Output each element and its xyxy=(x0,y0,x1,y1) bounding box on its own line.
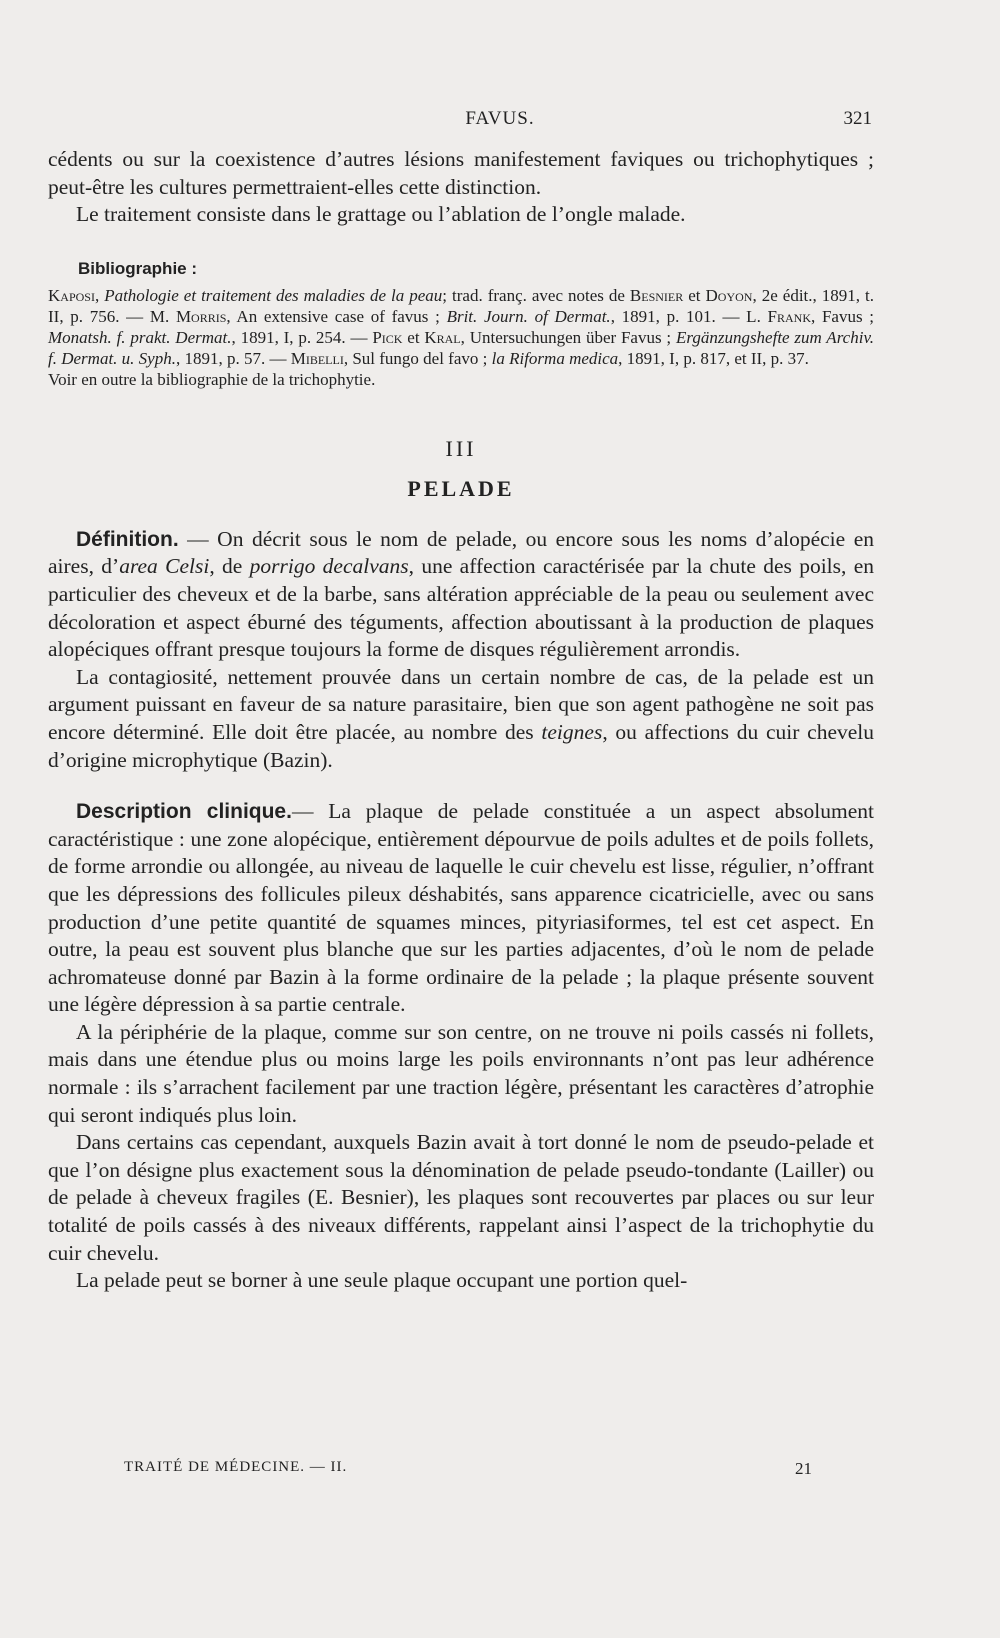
running-title: FAVUS. xyxy=(465,108,535,129)
definition-text: , de xyxy=(209,554,250,579)
section-title: PELADE xyxy=(407,475,515,501)
biblio-author: Mibelli xyxy=(290,348,344,368)
biblio-journal: Ergänzungshefte zum Archiv. f. Dermat. u. Syph. xyxy=(48,327,874,368)
biblio-text: , Favus ; xyxy=(811,306,874,326)
footer-book-title: TRAITÉ DE MÉDECINE. — II. xyxy=(124,1459,348,1475)
biblio-text: , Sul fungo del favo ; xyxy=(343,348,492,368)
definition-italic: area Celsi xyxy=(119,554,210,579)
biblio-text: , An extensive case of favus ; xyxy=(226,306,447,326)
biblio-author: Kaposi xyxy=(48,285,95,305)
biblio-author: Morris xyxy=(175,306,227,326)
bibliography-see-also: Voir en outre la bibliographie de la trichophytie. xyxy=(48,369,376,389)
biblio-text: , Untersuchungen über Favus ; xyxy=(460,327,676,347)
section-number: III xyxy=(445,435,477,461)
last-paragraph: La pelade peut se borner à une seule plaque occupant une portion quel- xyxy=(76,1268,688,1293)
biblio-text: , 1891, p. 101. — L. xyxy=(610,306,768,326)
biblio-text: et xyxy=(683,285,706,305)
contagion-italic: teignes xyxy=(541,719,603,744)
contagion-paragraph xyxy=(48,664,874,774)
running-header xyxy=(0,108,1000,138)
treatment-paragraph: Le traitement consiste dans le grattage ou l’ablation de l’ongle malade. xyxy=(76,202,686,227)
biblio-text: , 1891, I, p. 817, et II, p. 37. xyxy=(618,348,809,368)
bibliography-heading: Bibliographie : xyxy=(78,258,197,278)
description-paragraph xyxy=(48,798,874,1019)
definition-italic: porrigo decalvans xyxy=(249,554,409,579)
periphery-paragraph: A la périphérie de la plaque, comme sur son centre, on ne trouve ni poils cassés ni follets, mais dans une étendue plus ou moins large les poils environnants n’ont pas leur adhérence normale : ils s’arrachent facilement par une traction légère, présentant les caractères d’atrophie qui seront indiqués plus loin. xyxy=(48,1019,874,1127)
definition-text: , une affection caractérisée par la chute des poils, en particulier des cheveux et de la barbe, sans altération appréciable de la peau ou seulement avec décoloration et aspect éburné des téguments, affection aboutissant à la production de plaques alopéciques offrant presque toujours la forme de disques régulièrement arrondis. xyxy=(48,554,874,662)
biblio-author: Doyon xyxy=(705,285,753,305)
biblio-text: , 2e édit., 1891, t. II, p. 756. — M. xyxy=(48,285,874,326)
biblio-text: ; trad. franç. avec notes de xyxy=(442,285,630,305)
biblio-text: , 1891, p. 57. — xyxy=(175,348,291,368)
definition-heading: Définition. xyxy=(76,527,179,551)
biblio-author: Besnier xyxy=(629,285,684,305)
contagion-text: , ou affections du cuir chevelu d’origine microphytique (Bazin). xyxy=(48,719,874,772)
footer-signature: 21 xyxy=(795,1459,812,1478)
biblio-journal: la Riforma medica xyxy=(491,348,619,368)
biblio-journal: Monatsh. f. prakt. Dermat. xyxy=(48,327,232,347)
continued-paragraph: cédents ou sur la coexistence d’autres lésions manifestement faviques ou trichophytiques ; peut-être les cultures permettraient-elles cette distinction. xyxy=(48,147,874,199)
bibliography-list: Kaposi, Pathologie et traitement des maladies de la peau; trad. franç. avec notes de Besnier et Doyon, 2e édit., 1891, t. II, p. 756. — M. Morris, An extensive case of favus ; Brit. Journ. of Dermat., 1891, p. 101. — L. Frank, Favus ; Monatsh. f. prakt. Dermat., 1891, I, p. 254. — Pick et Kral, Untersuchungen über Favus ; Ergänzungshefte zum Archiv. f. Dermat. u. Syph., 1891, p. 57. — Mibelli, Sul fungo del favo ; la Riforma medica, 1891, I, p. 817, et II, p. 37. xyxy=(48,285,874,368)
description-heading: Description clinique. xyxy=(76,800,292,824)
biblio-text: et xyxy=(402,327,425,347)
biblio-title: Pathologie et traitement des maladies de la peau xyxy=(104,285,443,305)
biblio-author: Kral xyxy=(424,327,461,347)
definition-text: — On décrit sous le nom de pelade, ou encore sous les noms d’alopécie en aires, d’ xyxy=(48,526,874,579)
biblio-journal: Brit. Journ. of Dermat. xyxy=(446,306,611,326)
page-content xyxy=(48,146,874,1295)
biblio-author: Pick xyxy=(372,327,403,347)
description-text: — La plaque de pelade constituée a un aspect absolument caractéristique : une zone alopécique, entièrement dépourvue de poils adultes et de poils follets, de forme arrondie ou allongée, au niveau de laquelle le cuir chevelu est lisse, régulier, n’offrant que les dépressions des follicules pileux déshabités, sans apparence cicatricielle, avec ou sans production d’une petite quantité de squames minces, pityriasiformes, tel est cet aspect. En outre, la peau est souvent plus blanche que sur les parties adjacentes, d’où le nom de pelade achromateuse donné par Bazin à la forme ordinaire de la pelade ; la plaque présente souvent une légère dépression à sa partie centrale. xyxy=(48,799,874,1017)
contagion-text: La contagiosité, nettement prouvée dans un certain nombre de cas, de la pelade est un argument puissant en faveur de sa nature parasitaire, bien que son agent pathogène ne soit pas encore déterminé. Elle doit être placée, au nombre des xyxy=(48,664,874,744)
biblio-author: Frank xyxy=(767,306,811,326)
page-number: 321 xyxy=(843,108,872,129)
page-footer xyxy=(0,1459,1000,1489)
biblio-text: , 1891, I, p. 254. — xyxy=(231,327,373,347)
definition-paragraph xyxy=(48,526,874,664)
pseudo-pelade-paragraph: Dans certains cas cependant, auxquels Bazin avait à tort donné le nom de pseudo-pelade et que l’on désigne plus exactement sous la dénomination de pelade pseudo-tondante (Lailler) ou de pelade à cheveux fragiles (E. Besnier), les plaques sont recouvertes par places ou sur leur totalité de poils cassés à des niveaux différents, rappelant ainsi l’aspect de la trichophytie du cuir chevelu. xyxy=(48,1130,874,1265)
